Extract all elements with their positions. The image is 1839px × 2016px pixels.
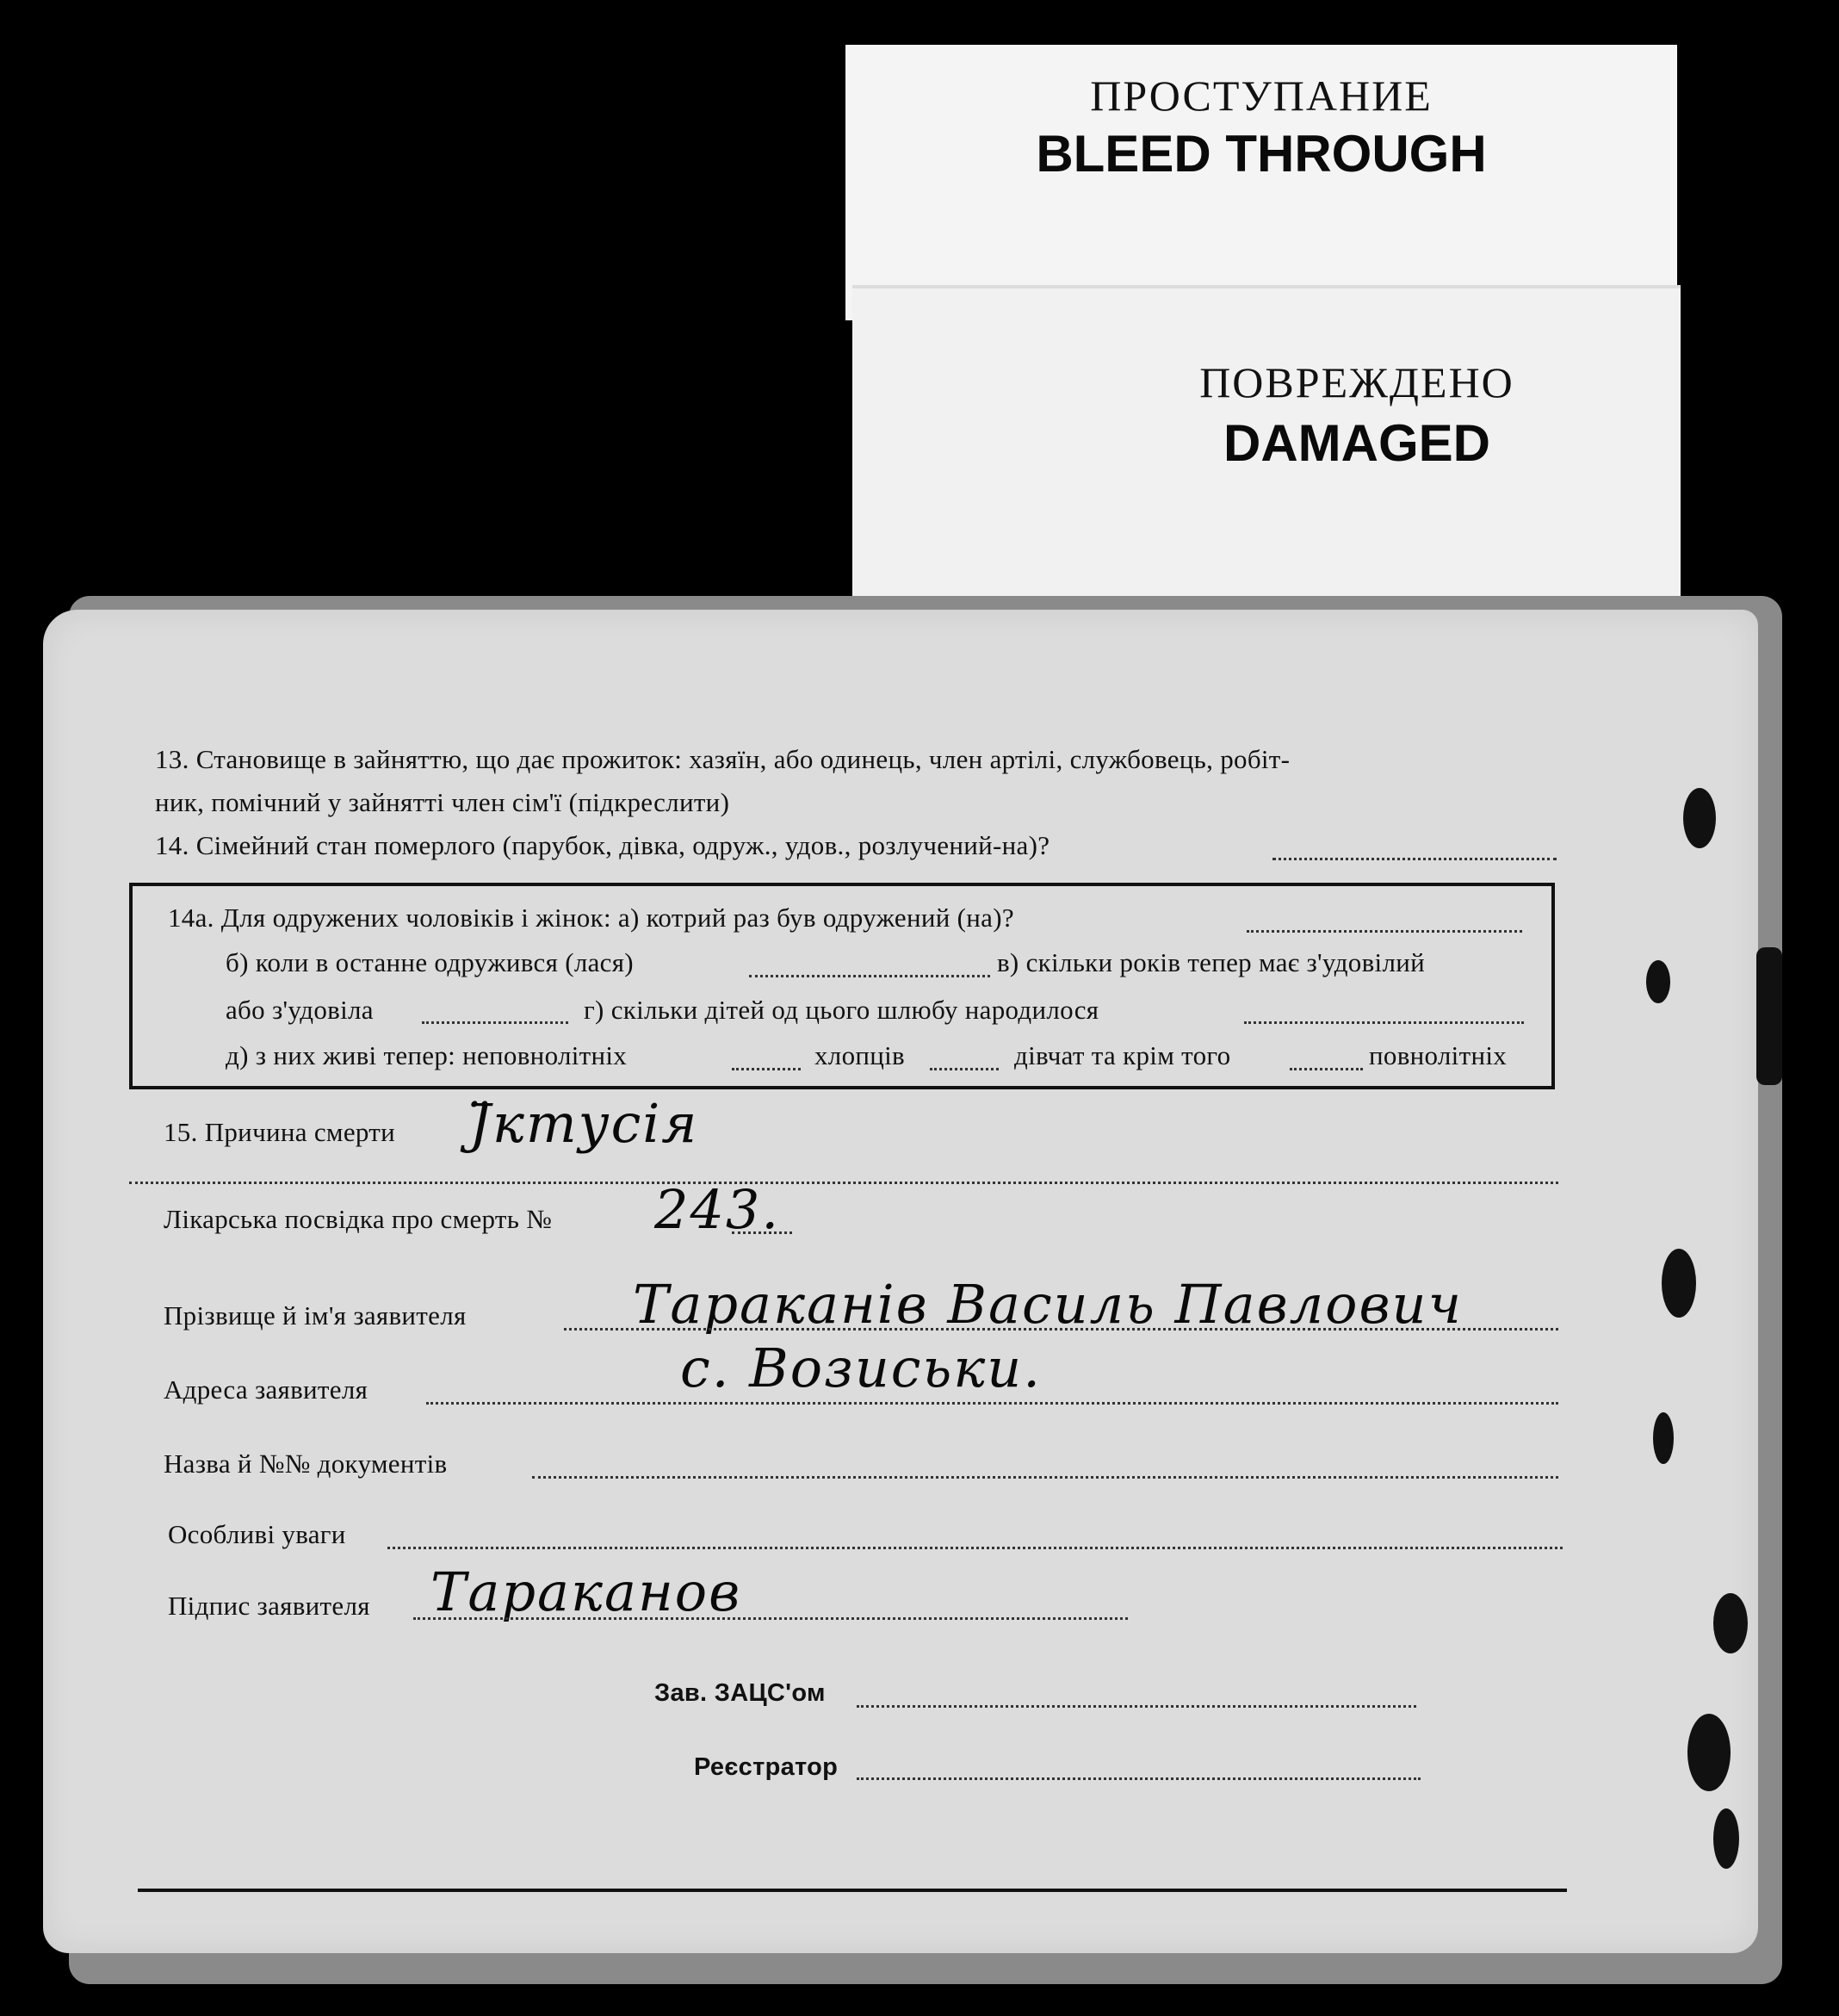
damaged-ru: ПОВРЕЖДЕНО bbox=[1199, 358, 1514, 406]
item-13-line-2: ник, помічний у зайнятті член сім'ї (підкреслити) bbox=[155, 787, 730, 817]
edge-damage-mark bbox=[1683, 788, 1716, 848]
item-15-handwritten: Ј̈ктусія bbox=[469, 1092, 699, 1155]
signature-handwritten: Тараканов bbox=[430, 1560, 742, 1623]
bottom-rule bbox=[138, 1889, 1567, 1892]
registrar-field bbox=[857, 1777, 1421, 1780]
edge-damage-mark bbox=[1687, 1714, 1731, 1791]
item-14a-line-2a: б) коли в останне одружився (лася) bbox=[226, 947, 634, 977]
applicant-address-handwritten: с. Возиськи. bbox=[680, 1337, 1042, 1399]
certificate-label: Лікарська посвідка про смерть № bbox=[164, 1204, 553, 1234]
item-14a-field-v bbox=[422, 1021, 568, 1024]
item-14a-line-3b: г) скільки дітей од цього шлюбу народилося bbox=[584, 995, 1099, 1025]
damaged-notice bbox=[852, 288, 1681, 616]
edge-damage-mark bbox=[1646, 960, 1670, 1003]
item-14a-field-d3 bbox=[1290, 1068, 1363, 1070]
item-14-field bbox=[1272, 858, 1557, 860]
signature-field bbox=[413, 1617, 1128, 1620]
remarks-label: Особливі уваги bbox=[168, 1519, 346, 1549]
item-14a-line-4b: хлопців bbox=[814, 1040, 905, 1070]
item-14a-line-4a: д) з них живі тепер: неповнолітніх bbox=[226, 1040, 628, 1070]
item-14a-line-4c: дівчат та крім того bbox=[1014, 1040, 1231, 1070]
bleed-through-ru: ПРОСТУПАНИЕ bbox=[1090, 71, 1433, 120]
item-13-line-1: 13. Становище в зайняттю, що дає прожиток: хазяїн, або одинець, член артілі, службовець, робіт- bbox=[155, 744, 1291, 774]
item-15-field-2 bbox=[129, 1182, 1558, 1184]
documents-label: Назва й №№ документів bbox=[164, 1448, 448, 1479]
item-14a-field-d2 bbox=[930, 1068, 999, 1070]
edge-damage-mark bbox=[1653, 1412, 1674, 1464]
item-14a-field-d1 bbox=[732, 1068, 801, 1070]
applicant-address-label: Адреса заявителя bbox=[164, 1374, 368, 1405]
applicant-address-field bbox=[426, 1402, 1558, 1405]
item-14a-line-3a: або з'удовіла bbox=[226, 995, 374, 1025]
applicant-name-field bbox=[564, 1328, 1558, 1331]
head-field bbox=[857, 1705, 1416, 1708]
edge-damage-mark bbox=[1713, 1808, 1739, 1869]
bleed-through-notice bbox=[845, 45, 1677, 320]
item-14a-field-b bbox=[749, 975, 990, 977]
item-14a-field-a bbox=[1247, 930, 1522, 933]
remarks-field bbox=[387, 1547, 1563, 1549]
edge-damage-mark bbox=[1713, 1593, 1748, 1653]
edge-damage-mark bbox=[1756, 947, 1782, 1085]
registrar-label: Реєстратор bbox=[694, 1753, 839, 1781]
item-14a-line-1: 14а. Для одружених чоловіків і жінок: а) котрий раз був одружений (на)? bbox=[168, 903, 1014, 933]
item-14a-line-4d: повнолітніх bbox=[1369, 1040, 1508, 1070]
item-14a-line-2b: в) скільки років тепер має з'удовілий bbox=[997, 947, 1425, 977]
documents-field bbox=[532, 1476, 1558, 1479]
bleed-through-en: BLEED THROUGH bbox=[1036, 125, 1487, 183]
head-label: Зав. ЗАЦС'ом bbox=[654, 1679, 826, 1707]
item-14a-field-g bbox=[1244, 1021, 1524, 1024]
applicant-name-label: Прізвище й ім'я заявителя bbox=[164, 1300, 467, 1331]
certificate-handwritten: 243. bbox=[654, 1178, 781, 1241]
certificate-field bbox=[732, 1231, 792, 1234]
signature-label: Підпис заявителя bbox=[168, 1591, 370, 1621]
applicant-name-handwritten: Тараканів Василь Павлович bbox=[633, 1273, 1464, 1336]
item-15-label: 15. Причина смерти bbox=[164, 1117, 396, 1147]
damaged-en: DAMAGED bbox=[1223, 414, 1490, 472]
item-14-label: 14. Сімейний стан померлого (парубок, дівка, одруж., удов., розлучений-на)? bbox=[155, 830, 1050, 860]
edge-damage-mark bbox=[1662, 1249, 1696, 1318]
